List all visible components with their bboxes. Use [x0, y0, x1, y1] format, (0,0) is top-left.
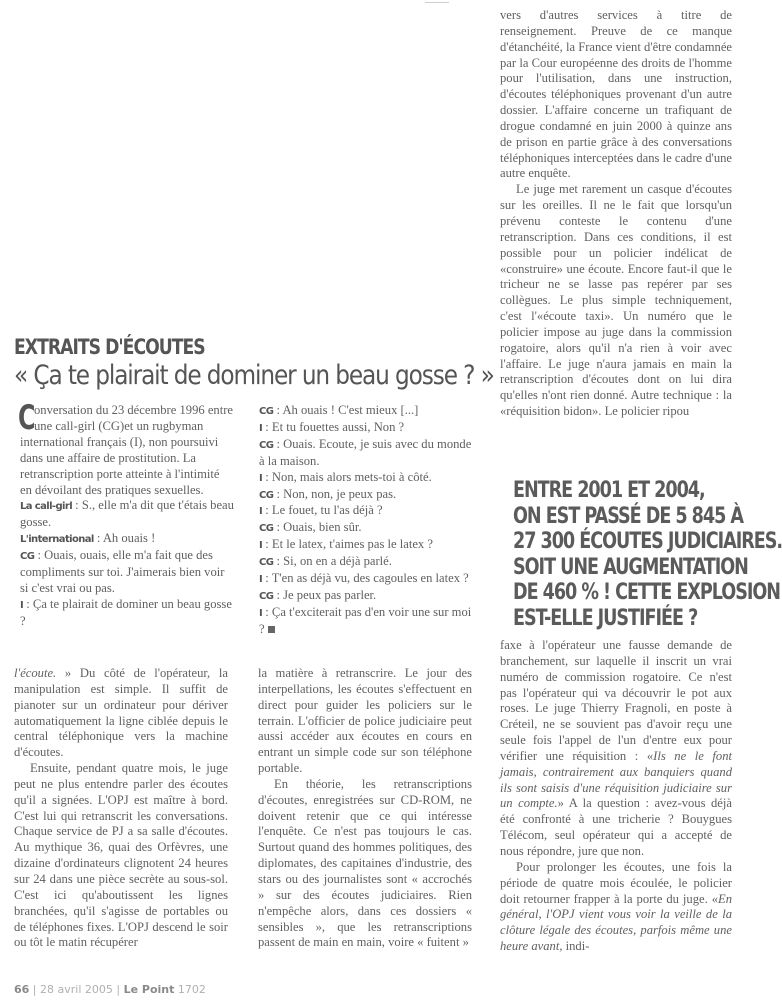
paragraph: Le juge met rarement un casque d'écoutes sur les oreilles. Il ne le fait que lorsqu'un prévenu conteste le contenu d'une retranscription. Dans ces conditions, il est possible pour un policier indélicat de «construire» une écoute. Encore faut-il que le tricheur ne se lasse pas repérer par ses collègues. Le plus simple techniquement, c'est l'«écoute taxi». Un numéro que le policier impose au juge dans la commission rogatoire, alors qu'il n'a rien à voir avec l'affaire. Le juge n'aura jamais en main la retranscription d'écoutes dont on lui dira qu'elles n'ont rien donné. Autre technique : la «réquisition bidon». Le policier ripou [500, 182, 732, 419]
drop-cap: C [18, 398, 36, 438]
box-title: « Ça te plairait de dominer un beau gosse ? » [14, 360, 494, 391]
speaker: La call-girl [20, 501, 73, 513]
paragraph [500, 638, 732, 860]
publication-name: Le Point [123, 983, 175, 996]
top-rule [425, 2, 449, 3]
speaker: CG [259, 406, 274, 417]
speaker: I [20, 599, 24, 611]
line-text: : Ah ouais ! [93, 531, 156, 546]
issue-date: 28 avril 2005 [40, 983, 113, 996]
pull-quote-line: DE 460 % ! CETTE EXPLOSION [513, 580, 780, 605]
page-footer [14, 983, 206, 996]
line-text: : Et le latex, t'aimes pas le latex ? [262, 537, 433, 552]
issue-number: 1702 [174, 983, 206, 996]
paragraph [500, 860, 732, 955]
right-column-top [500, 8, 732, 420]
quote-italic: l'écoute. [14, 666, 57, 680]
line-text: : T'en as déjà vu, des cagoules en latex ? [262, 571, 469, 586]
speaker: CG [259, 489, 274, 501]
separator: | [112, 983, 124, 996]
bottom-middle-column [258, 666, 472, 951]
page-number: 66 [14, 983, 30, 996]
line-text: : Je peux pas parler. [273, 587, 377, 602]
line-text: : Non, non, je peux pas. [273, 486, 397, 501]
line-text: : Ça te plairait de dominer un beau gosse ? [20, 596, 232, 628]
text: Pour prolonger les écoutes, une fois la période de quatre mois écoulée, le policier doit retourner frapper à la porte du juge. « [500, 859, 732, 906]
line-text: : S., elle m'a dit que t'étais beau gosse. [20, 498, 234, 530]
dialog-line [20, 498, 234, 531]
dialog-line [20, 531, 234, 548]
speaker: I [259, 540, 263, 552]
pull-quote-line: SOIT UNE AUGMENTATION [513, 554, 748, 580]
box-intro [18, 398, 234, 498]
separator: | [29, 983, 41, 996]
pull-quote [513, 478, 782, 631]
paragraph: En théorie, les retranscriptions d'écoutes, enregistrées sur CD-ROM, ne doivent retenir que ce qui intéresse l'enquête. Ce n'est pas toujours le cas. Surtout quand des hommes politiques, des diplomates, des capitaines d'industrie, des stars ou des journalistes sont « accrochés » sur des écoutes judiciaires. Rien n'empêche alors, dans ces dossiers « sensibles », que les retranscriptions passent de main en main, voire « fuitent » [258, 776, 472, 950]
dialog-line [259, 470, 473, 487]
line-text: : Non, mais alors mets-toi à côté. [262, 469, 432, 484]
line-text: : Ça t'exciterait pas d'en voir une sur moi ? [259, 604, 472, 636]
speaker: I [259, 574, 263, 586]
speaker: CG [259, 590, 274, 602]
dialog-line [259, 554, 473, 571]
dialog-line [259, 588, 473, 605]
dialog-line [259, 403, 473, 420]
dialog-line [259, 520, 473, 537]
speaker: CG [259, 439, 274, 451]
right-column-bottom [500, 638, 732, 955]
box-kicker: EXTRAITS D'ÉCOUTES [14, 335, 205, 359]
text: » Du côté de l'opérateur, la manipulation est simple. Il suffit de pianoter sur un ordinateur pour dériver automatiquement la ligne ciblée depuis le central téléphonique vers la machine d'écoutes. [14, 666, 228, 760]
speaker: I [259, 422, 263, 434]
pull-quote-line: ENTRE 2001 ET 2004, [513, 478, 705, 503]
pull-quote-line: 27 300 ÉCOUTES JUDICIAIRES. [513, 529, 782, 554]
dialog-line [259, 537, 473, 554]
intro-text: onversation du 23 décembre 1996 entre une call-girl (CG)et un rugbyman international français (I), non poursuivi dans une affaire de prostitution. La retranscription porte atteinte à l'intimité en dévoilant des pratiques sexuelles. [20, 403, 233, 497]
text: indi- [562, 939, 590, 954]
paragraph [14, 666, 228, 761]
line-text: : Et tu fouettes aussi, Non ? [262, 419, 405, 434]
speaker: I [259, 506, 263, 518]
dialog-line [259, 605, 473, 638]
quote-italic: En général, l'OPJ vient vous voir la veille de la clôture légale des écoutes, parfois même une heure avant, [500, 891, 732, 954]
text: faxe à l'opérateur une fausse demande de branchement, sur laquelle il inscrit un vrai numéro de commission rogatoire. Ce n'est pas l'opérateur qui va découvrir le pot aux roses. Le juge Thierry Fragnoli, en poste à Créteil, ne se souvient pas d'avoir reçu une seule fois l'appel de l'un d'entre eux pour vérifier une réquisition : « [500, 638, 732, 763]
speaker: I [259, 607, 263, 619]
line-text: : Ouais, bien sûr. [273, 520, 362, 535]
dialog-line [20, 597, 234, 630]
pull-quote-line: EST-ELLE JUSTIFIÉE ? [513, 605, 698, 631]
speaker: I [259, 472, 263, 484]
dialog-line [259, 571, 473, 588]
dialog-line [259, 437, 473, 470]
speaker: CG [20, 551, 35, 563]
quote-italic: Ils ne le font jamais, contrairement aux banquiers quand ils sont saisis d'une réquisition judiciaire sur un compte. [500, 748, 733, 811]
dialog-line [259, 420, 473, 437]
line-text: : Si, on en a déjà parlé. [273, 554, 392, 569]
paragraph: la matière à retranscrire. Le jour des interpellations, les écoutes s'effectuent en direct pour guider les policiers sur le terrain. L'officier de police judiciaire peut aussi accéder aux écoutes en cours en entrant un simple code sur son téléphone portable. [258, 666, 472, 776]
speaker: CG [259, 557, 274, 569]
line-text: : Ah ouais ! C'est mieux [...] [273, 403, 419, 417]
speaker: L'international [20, 534, 94, 546]
speaker: CG [259, 523, 274, 535]
bottom-left-column [14, 666, 228, 951]
dialog-line [259, 503, 473, 520]
line-text: : Le fouet, tu l'as déjà ? [262, 503, 383, 518]
end-of-article-icon [268, 626, 275, 633]
pull-quote-line: ON EST PASSÉ DE 5 845 À [513, 503, 743, 529]
dialog-column-right [259, 403, 473, 638]
dialog-column-left [18, 398, 234, 630]
text: » A la question : avez-vous déjà été confronté à une tricherie ? Bouygues Télécom, seul opérateur qui a accepté de nous répondre, jure que non. [500, 796, 732, 858]
line-text: : Ouais. Ecoute, je suis avec du monde à la maison. [259, 436, 472, 468]
paragraph: Ensuite, pendant quatre mois, le juge peut ne plus entendre parler des écoutes qu'il a signées. L'OPJ est maître à bord. C'est lui qui retranscrit les conversations. Chaque service de PJ a sa salle d'écoutes. Au mythique 36, quai des Orfèvres, une dizaine d'ordinateurs clignotent 24 heures sur 24 dans une pièce secrète au sous-sol. C'est ici qu'aboutissent les lignes branchées, qu'il s'agisse de portables ou de téléphones fixes. L'OPJ descend le soir ou tôt le matin récupérer [14, 761, 228, 950]
dialog-line [259, 487, 473, 504]
paragraph: vers d'autres services à titre de renseignement. Preuve de ce manque d'étanchéité, la France vient d'être condamnée par la Cour européenne des droits de l'homme pour l'utilisation, dans une instruction, d'écoutes téléphoniques provenant d'un autre dossier. L'affaire concerne un trafiquant de drogue condamné en juin 2000 à quinze ans de prison en partie grâce à des conversations téléphoniques interceptées dans le cadre d'une autre enquête. [500, 8, 733, 181]
line-text: : Ouais, ouais, elle m'a fait que des compliments sur toi. J'aimerais bien voir si c'est vrai ou pas. [20, 548, 225, 595]
dialog-line [20, 548, 234, 597]
